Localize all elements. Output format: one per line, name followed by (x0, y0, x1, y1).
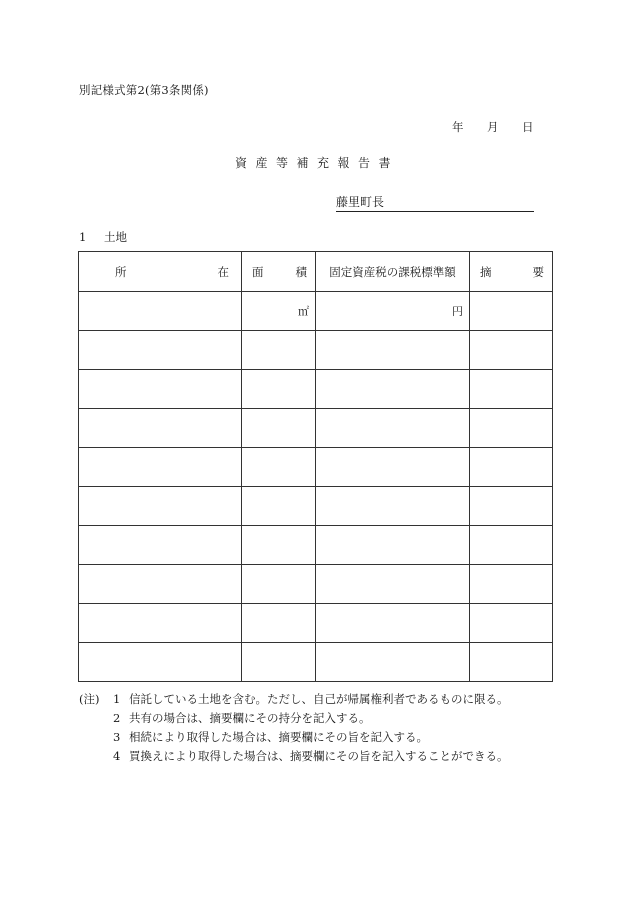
location-cell[interactable] (79, 331, 242, 370)
tax-base-cell[interactable] (316, 643, 470, 682)
table-row (79, 448, 553, 487)
location-cell[interactable] (79, 526, 242, 565)
tax-base-cell[interactable] (316, 370, 470, 409)
remarks-cell[interactable] (470, 370, 553, 409)
tax-base-cell[interactable]: 円 (316, 292, 470, 331)
section-heading (79, 229, 127, 245)
table-row (79, 292, 553, 331)
table-row (79, 526, 553, 565)
table-row (79, 604, 553, 643)
note-text: 共有の場合は、摘要欄にその持分を記入する。 (129, 711, 371, 725)
tax-base-cell[interactable] (316, 604, 470, 643)
note-text: 買換えにより取得した場合は、摘要欄にその旨を記入することができる。 (129, 749, 509, 763)
remarks-cell[interactable] (470, 643, 553, 682)
tax-base-cell[interactable] (316, 487, 470, 526)
location-cell[interactable] (79, 370, 242, 409)
table-row (79, 370, 553, 409)
remarks-cell[interactable] (470, 526, 553, 565)
date-month-label: 月 (487, 120, 499, 134)
header-remarks: 摘 要 (470, 252, 553, 292)
date-year-label: 年 (452, 120, 464, 134)
notes (79, 690, 509, 766)
land-table (78, 251, 553, 682)
tax-base-cell[interactable] (316, 331, 470, 370)
note-item: (注) 1 信託している土地を含む。ただし、自己が帰属権利者であるものに限る。 (79, 690, 509, 709)
remarks-cell[interactable] (470, 409, 553, 448)
form-reference: 別記様式第2(第3条関係) (79, 83, 209, 97)
area-cell[interactable]: ㎡ (242, 292, 316, 331)
area-cell[interactable] (242, 448, 316, 487)
area-cell[interactable] (242, 643, 316, 682)
note-text: 信託している土地を含む。ただし、自己が帰属権利者であるものに限る。 (129, 692, 509, 706)
location-cell[interactable] (79, 643, 242, 682)
area-cell[interactable] (242, 409, 316, 448)
location-cell[interactable] (79, 448, 242, 487)
location-cell[interactable] (79, 604, 242, 643)
header-location: 所 在 (79, 252, 242, 292)
section-label: 土地 (104, 230, 127, 244)
addressee: 藤里町長 (336, 193, 534, 212)
remarks-cell[interactable] (470, 487, 553, 526)
location-cell[interactable] (79, 292, 242, 331)
header-tax-base: 固定資産税の課税標準額 (316, 252, 470, 292)
document-title: 資産等補充報告書 (235, 156, 400, 170)
table-row (79, 409, 553, 448)
tax-base-cell[interactable] (316, 526, 470, 565)
tax-base-cell[interactable] (316, 409, 470, 448)
note-text: 相続により取得した場合は、摘要欄にその旨を記入する。 (129, 730, 428, 744)
tax-base-cell[interactable] (316, 448, 470, 487)
table-row (79, 331, 553, 370)
area-cell[interactable] (242, 604, 316, 643)
area-cell[interactable] (242, 370, 316, 409)
header-area: 面 積 (242, 252, 316, 292)
table-row (79, 643, 553, 682)
location-cell[interactable] (79, 487, 242, 526)
note-item: 3 相続により取得した場合は、摘要欄にその旨を記入する。 (79, 728, 509, 747)
remarks-cell[interactable] (470, 565, 553, 604)
remarks-cell[interactable] (470, 448, 553, 487)
location-cell[interactable] (79, 409, 242, 448)
table-header-row (79, 252, 553, 292)
tax-base-cell[interactable] (316, 565, 470, 604)
area-cell[interactable] (242, 487, 316, 526)
area-cell[interactable] (242, 526, 316, 565)
note-item: 4 買換えにより取得した場合は、摘要欄にその旨を記入することができる。 (79, 747, 509, 766)
remarks-cell[interactable] (470, 604, 553, 643)
date-day-label: 日 (522, 120, 534, 134)
notes-label: (注) (79, 692, 100, 706)
table-row (79, 487, 553, 526)
note-item: 2 共有の場合は、摘要欄にその持分を記入する。 (79, 709, 509, 728)
table-row (79, 565, 553, 604)
section-number: 1 (79, 230, 87, 244)
area-cell[interactable] (242, 331, 316, 370)
remarks-cell[interactable] (470, 331, 553, 370)
area-cell[interactable] (242, 565, 316, 604)
location-cell[interactable] (79, 565, 242, 604)
remarks-cell[interactable] (470, 292, 553, 331)
